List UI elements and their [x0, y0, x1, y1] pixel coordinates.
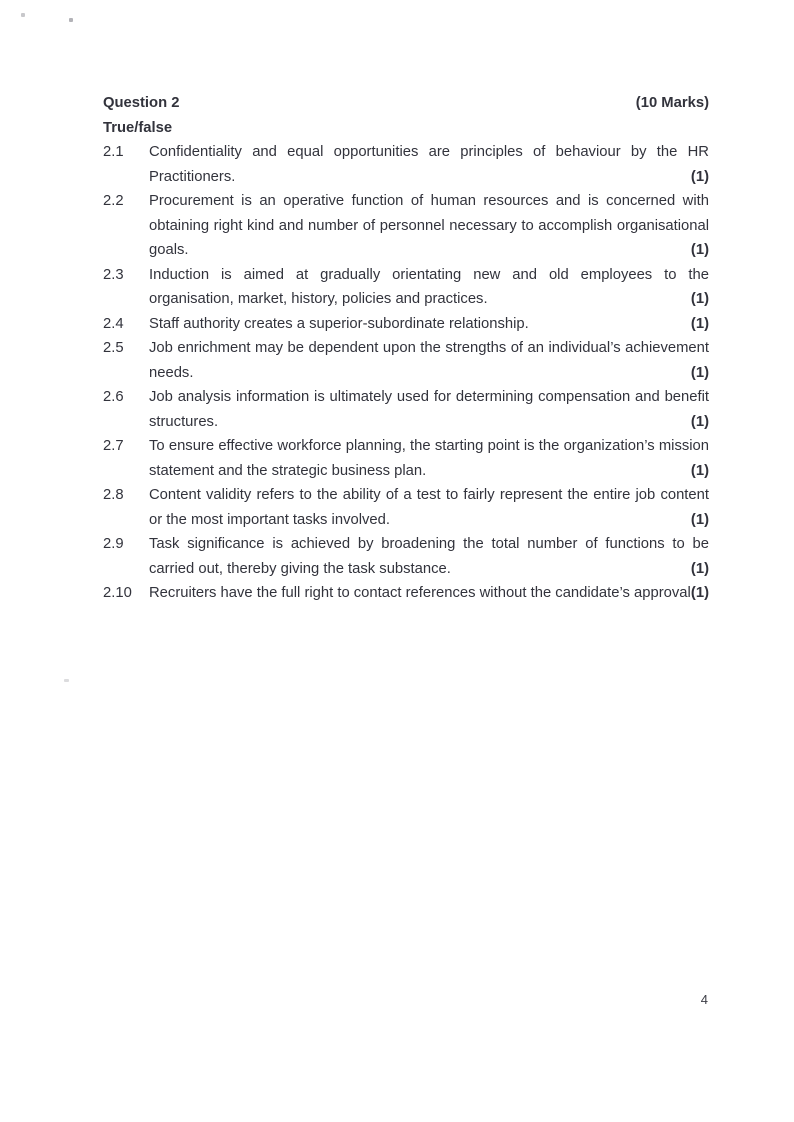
item-body [149, 434, 709, 483]
item-number: 2.8 [103, 487, 124, 503]
question-total-marks: (10 Marks) [635, 95, 709, 111]
scan-speck [64, 679, 69, 682]
item-marks: (1) [690, 168, 709, 185]
question-item-2-6 [103, 385, 709, 434]
question-title: Question 2 [103, 95, 180, 111]
question-item-2-10 [103, 581, 709, 606]
question-item-2-7 [103, 434, 709, 483]
item-body [149, 140, 709, 189]
item-text: Confidentiality and equal opportunities are principles of behaviour by the HR Practitioners. [149, 144, 709, 185]
item-text: Staff authority creates a superior-subordinate relationship. [149, 315, 529, 332]
question-item-2-2 [103, 189, 709, 263]
item-body [149, 483, 709, 532]
scan-speck [69, 18, 73, 22]
question-header [103, 91, 709, 116]
question-subtitle: True/false [103, 119, 173, 136]
item-text: Procurement is an operative function of human resources and is concerned with obtaining right kind and number of personnel necessary to accomplish organisational goals. [149, 193, 709, 258]
item-body [149, 385, 709, 434]
item-marks: (1) [690, 242, 709, 258]
item-number: 2.4 [103, 315, 124, 332]
item-number: 2.7 [103, 438, 124, 454]
page-number: 4 [700, 992, 708, 1007]
item-marks: (1) [690, 413, 709, 430]
item-body [149, 532, 709, 581]
item-body [149, 581, 709, 606]
item-marks: (1) [690, 560, 709, 577]
item-number: 2.10 [103, 585, 132, 601]
item-number: 2.6 [103, 389, 124, 405]
item-number: 2.9 [103, 536, 124, 552]
item-number: 2.3 [103, 266, 124, 283]
item-marks: (1) [690, 291, 709, 307]
item-marks: (1) [690, 364, 709, 381]
question-item-2-9 [103, 532, 709, 581]
item-number: 2.5 [103, 340, 124, 356]
item-text: Job enrichment may be dependent upon the strengths of an individual’s achievement needs. [149, 340, 709, 381]
item-body [149, 312, 709, 337]
item-number: 2.2 [103, 193, 124, 209]
item-body [149, 336, 709, 385]
item-text: Induction is aimed at gradually orientating new and old employees to the organisation, market, history, policies and practices. [149, 266, 709, 307]
item-text: Recruiters have the full right to contact references without the candidate’s approval. [149, 585, 695, 601]
item-marks: (1) [690, 462, 709, 479]
item-marks: (1) [690, 585, 709, 601]
question-block [103, 91, 709, 606]
item-text: Task significance is achieved by broadening the total number of functions to be carried out, thereby giving the task substance. [149, 536, 709, 577]
item-body [149, 189, 709, 263]
question-item-2-8 [103, 483, 709, 532]
scan-speck [21, 13, 25, 17]
item-text: To ensure effective workforce planning, the starting point is the organization’s mission statement and the strategic business plan. [149, 438, 709, 479]
question-item-2-5 [103, 336, 709, 385]
item-text: Job analysis information is ultimately used for determining compensation and benefit structures. [149, 389, 709, 430]
question-item-2-1 [103, 140, 709, 189]
item-body [149, 263, 709, 312]
question-item-2-3 [103, 263, 709, 312]
item-number: 2.1 [103, 144, 124, 160]
item-marks: (1) [690, 511, 709, 528]
question-item-2-4 [103, 312, 709, 337]
item-marks: (1) [690, 315, 709, 332]
item-text: Content validity refers to the ability of a test to fairly represent the entire job content or the most important tasks involved. [149, 487, 709, 528]
